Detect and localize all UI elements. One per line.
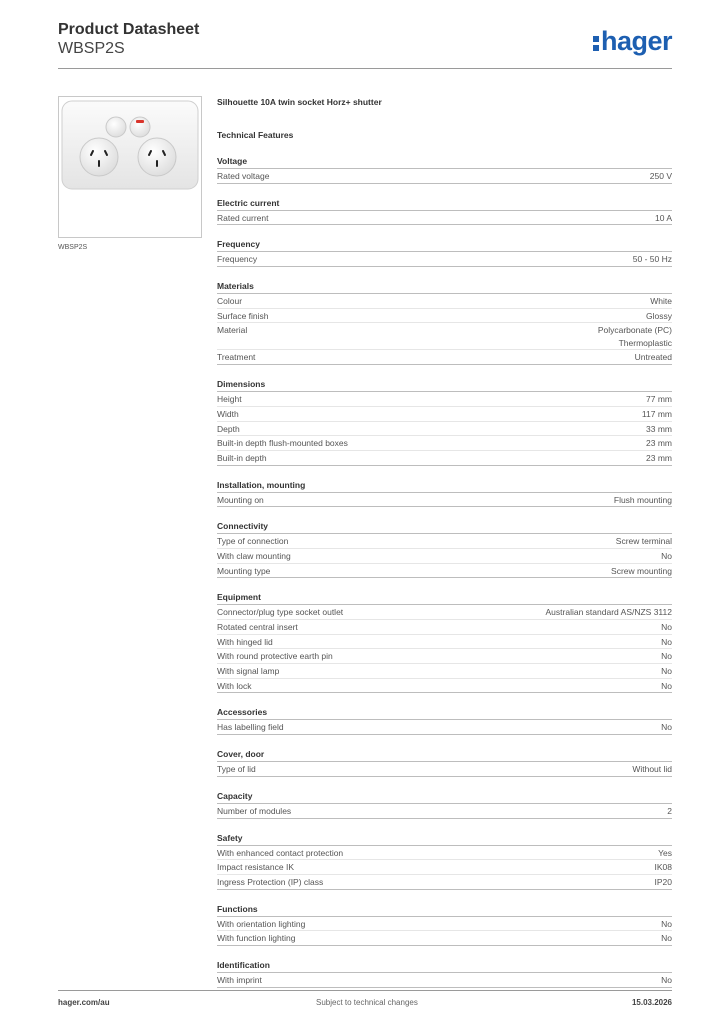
spec-label: With round protective earth pin: [217, 651, 333, 662]
section-title: Safety: [217, 832, 672, 846]
spec-row: [217, 350, 672, 365]
spec-value: IP20: [654, 876, 672, 887]
spec-row: [217, 649, 672, 664]
section-title: Voltage: [217, 155, 672, 169]
spec-row: [217, 679, 672, 694]
spec-value: Yes: [658, 847, 672, 858]
spec-section: [217, 155, 672, 184]
spec-row: [217, 323, 672, 350]
spec-value: IK08: [654, 862, 672, 873]
spec-label: Material: [217, 325, 248, 336]
spec-label: Treatment: [217, 352, 256, 363]
spec-row: [217, 720, 672, 735]
spec-section: [217, 378, 672, 465]
spec-section: [217, 959, 672, 988]
spec-value: No: [661, 651, 672, 662]
product-name: Silhouette 10A twin socket Horz+ shutter: [217, 97, 382, 107]
spec-value: 117 mm: [641, 408, 672, 419]
footer-date: 15.03.2026: [631, 998, 672, 1007]
spec-label: Built-in depth flush-mounted boxes: [217, 438, 348, 449]
spec-label: Mounting on: [217, 494, 264, 505]
spec-row: [217, 392, 672, 407]
spec-row: [217, 875, 672, 890]
product-code: WBSP2S: [58, 40, 125, 57]
spec-value: Australian standard AS/NZS 3112: [545, 607, 672, 618]
spec-row: [217, 917, 672, 932]
section-title: Materials: [217, 280, 672, 294]
spec-value: 77 mm: [646, 394, 672, 405]
spec-section: [217, 280, 672, 365]
spec-label: Rated current: [217, 212, 269, 223]
spec-label: Type of connection: [217, 536, 289, 547]
spec-section: [217, 520, 672, 578]
spec-row: [217, 211, 672, 226]
spec-label: Impact resistance IK: [217, 862, 295, 873]
spec-label: Built-in depth: [217, 452, 267, 463]
section-title: Capacity: [217, 790, 672, 804]
spec-row: [217, 534, 672, 549]
spec-section: [217, 706, 672, 735]
section-title: Electric current: [217, 197, 672, 211]
spec-label: With hinged lid: [217, 636, 273, 647]
spec-section: [217, 197, 672, 226]
spec-label: With function lighting: [217, 933, 296, 944]
spec-value: No: [661, 550, 672, 561]
spec-row: [217, 252, 672, 267]
spec-label: Number of modules: [217, 805, 292, 816]
spec-label: Surface finish: [217, 310, 269, 321]
header-divider: [58, 68, 672, 69]
twin-socket-image: [59, 97, 201, 237]
spec-value: No: [661, 933, 672, 944]
spec-value: 10 A: [654, 212, 672, 223]
spec-label: Width: [217, 408, 239, 419]
section-title: Identification: [217, 959, 672, 973]
footer-divider: [58, 990, 672, 991]
spec-value: Without lid: [632, 764, 672, 775]
spec-value: 23 mm: [646, 452, 672, 463]
spec-value: No: [661, 918, 672, 929]
spec-label: With signal lamp: [217, 666, 280, 677]
spec-row: [217, 931, 672, 946]
spec-label: Height: [217, 394, 242, 405]
spec-label: Colour: [217, 296, 243, 307]
brand-name: hager: [600, 26, 672, 56]
spec-value: No: [661, 722, 672, 733]
footer-website: hager.com/au: [58, 998, 110, 1007]
section-title: Functions: [217, 903, 672, 917]
spec-label: Connector/plug type socket outlet: [217, 607, 344, 618]
spec-row: [217, 635, 672, 650]
spec-value: 2: [667, 805, 672, 816]
spec-label: With orientation lighting: [217, 918, 306, 929]
spec-section: [217, 238, 672, 267]
spec-label: With imprint: [217, 974, 262, 985]
spec-section: [217, 903, 672, 946]
product-image-frame: [58, 96, 202, 238]
spec-section: [217, 790, 672, 819]
spec-row: [217, 436, 672, 451]
spec-label: With claw mounting: [217, 550, 291, 561]
spec-value: No: [661, 622, 672, 632]
spec-value: Screw mounting: [611, 565, 672, 576]
footer-note: Subject to technical changes: [316, 998, 418, 1007]
spec-row: [217, 664, 672, 679]
spec-row: [217, 973, 672, 988]
spec-section: [217, 591, 672, 693]
spec-value: 33 mm: [646, 423, 672, 434]
spec-value: No: [661, 666, 672, 677]
spec-label: Rotated central insert: [217, 622, 298, 632]
spec-row: [217, 451, 672, 466]
spec-row: [217, 422, 672, 437]
section-title: Accessories: [217, 706, 672, 720]
spec-row: [217, 620, 672, 635]
document-title: Product Datasheet: [58, 21, 200, 38]
logo-dots-icon: [593, 33, 599, 51]
spec-value: White: [650, 296, 672, 307]
product-image-caption: WBSP2S: [58, 244, 88, 251]
spec-label: Frequency: [217, 254, 258, 265]
spec-value: No: [661, 636, 672, 647]
spec-row: [217, 860, 672, 875]
spec-label: Type of lid: [217, 764, 256, 775]
spec-label: With enhanced contact protection: [217, 847, 344, 858]
spec-row: [217, 294, 672, 309]
spec-label: Mounting type: [217, 565, 271, 576]
section-title: Cover, door: [217, 748, 672, 762]
spec-section: [217, 832, 672, 890]
technical-features-heading: Technical Features: [217, 130, 294, 140]
spec-value: Untreated: [634, 352, 672, 363]
spec-row: [217, 407, 672, 422]
section-title: Installation, mounting: [217, 479, 672, 493]
hager-logo: [593, 26, 672, 57]
spec-value: 23 mm: [646, 438, 672, 449]
spec-label: Rated voltage: [217, 171, 270, 181]
section-title: Connectivity: [217, 520, 672, 534]
spec-value: 50 - 50 Hz: [632, 254, 672, 265]
spec-label: Ingress Protection (IP) class: [217, 876, 324, 887]
spec-content: [217, 96, 672, 988]
spec-row: [217, 762, 672, 777]
section-title: Equipment: [217, 591, 672, 605]
spec-row: [217, 309, 672, 324]
spec-section: [217, 479, 672, 508]
spec-value: No: [661, 974, 672, 985]
spec-value: Flush mounting: [613, 494, 672, 505]
spec-row: [217, 804, 672, 819]
spec-row: [217, 564, 672, 579]
spec-row: [217, 169, 672, 184]
spec-row: [217, 846, 672, 861]
spec-label: Has labelling field: [217, 722, 284, 733]
spec-value: Screw terminal: [615, 536, 672, 547]
document-header: [58, 20, 199, 58]
spec-value: 250 V: [649, 171, 672, 181]
spec-value: Glossy: [646, 310, 672, 321]
spec-label: Depth: [217, 423, 240, 434]
spec-row: [217, 549, 672, 564]
spec-row: [217, 493, 672, 508]
spec-value: No: [661, 680, 672, 691]
spec-sections: [217, 155, 672, 988]
section-title: Frequency: [217, 238, 672, 252]
spec-value: Polycarbonate (PC) Thermoplastic: [597, 325, 672, 348]
spec-row: [217, 605, 672, 620]
spec-section: [217, 748, 672, 777]
section-title: Dimensions: [217, 378, 672, 392]
spec-label: With lock: [217, 680, 252, 691]
